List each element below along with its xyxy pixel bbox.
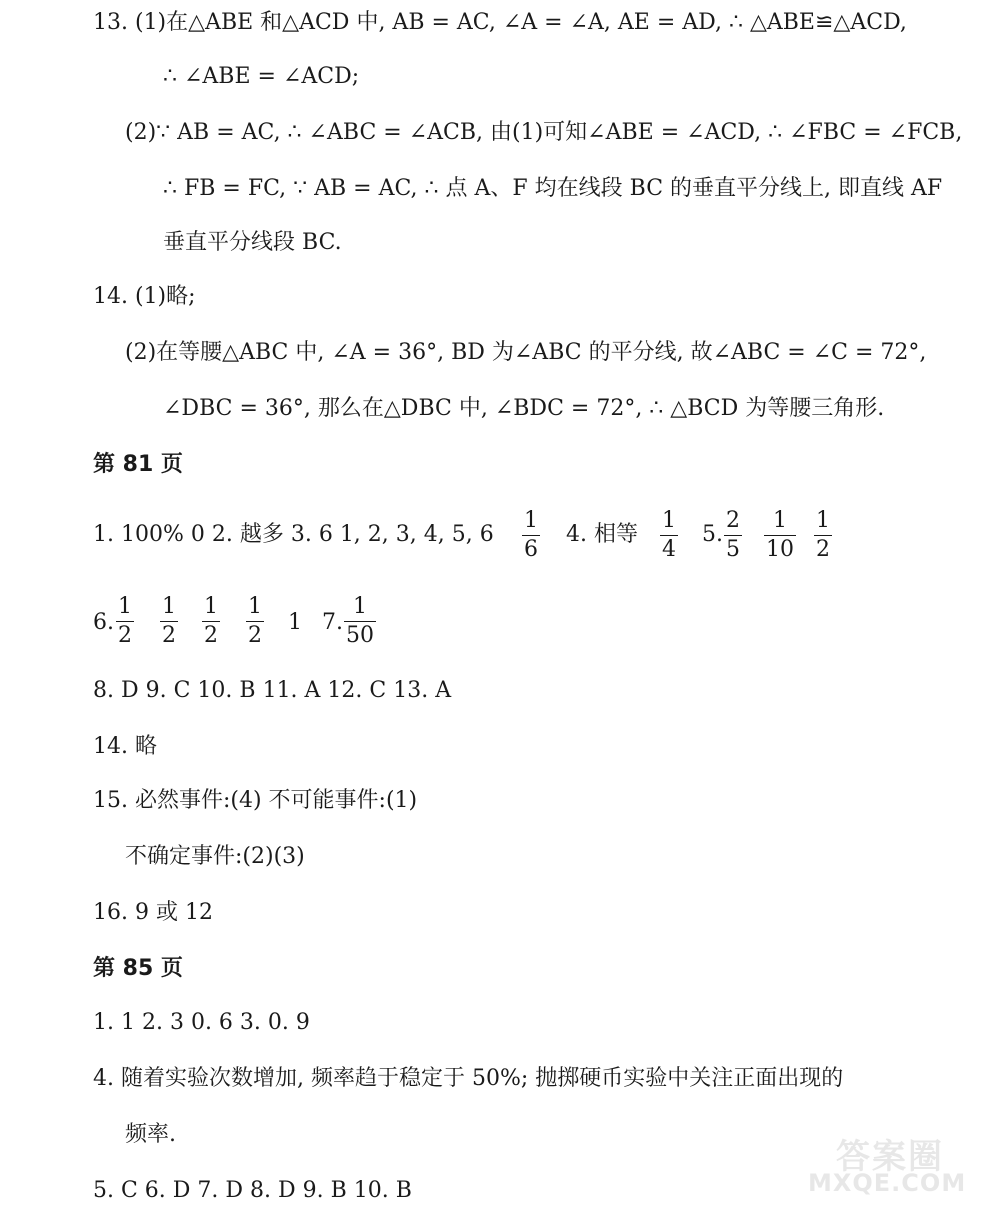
q13-line-1: 13. (1)在△ABE 和△ACD 中, AB = AC, ∠A = ∠A, AE = AD, ∴ △ABE≌△ACD,: [93, 10, 907, 35]
p81-row1-text: 1. 100% 0 2. 越多 3. 6 1, 2, 3, 4, 5, 6: [93, 522, 494, 547]
fraction-numerator: 1: [662, 508, 676, 533]
p81-row5: 15. 必然事件:(4) 不可能事件:(1): [93, 788, 418, 813]
p81-row3: 8. D 9. C 10. B 11. A 12. C 13. A: [93, 678, 452, 703]
p81-row2-q7: 7.: [322, 610, 343, 635]
p81-row2-fraction-4: [246, 594, 264, 649]
fraction-bar: [814, 535, 832, 536]
p81-row2-fraction-2: [160, 594, 178, 649]
q14-line-3: ∠DBC = 36°, 那么在△DBC 中, ∠BDC = 72°, ∴ △BCD 为等腰三角形.: [163, 396, 885, 421]
fraction-bar: [246, 621, 264, 622]
fraction-numerator: 1: [118, 594, 132, 619]
fraction-bar: [344, 621, 376, 622]
fraction-denominator: 2: [118, 623, 132, 648]
p81-row2-q6: 6.: [93, 610, 114, 635]
p81-row1-fraction-2: [660, 508, 678, 563]
fraction-numerator: 1: [816, 508, 830, 533]
fraction-denominator: 50: [346, 623, 374, 648]
q14-line-1: 14. (1)略;: [93, 284, 196, 309]
page-81-heading: 第 81 页: [93, 452, 183, 477]
q13-line-4: ∴ FB = FC, ∵ AB = AC, ∴ 点 A、F 均在线段 BC 的垂直平分线上, 即直线 AF: [163, 176, 943, 201]
fraction-bar: [116, 621, 134, 622]
fraction-bar: [160, 621, 178, 622]
q14-line-2: (2)在等腰△ABC 中, ∠A = 36°, BD 为∠ABC 的平分线, 故∠ABC = ∠C = 72°,: [125, 340, 927, 365]
p85-row4: 5. C 6. D 7. D 8. D 9. B 10. B: [93, 1178, 412, 1203]
fraction-denominator: 4: [662, 537, 676, 562]
watermark-url: MXQE.COM: [808, 1169, 967, 1197]
p81-row1-fraction-5: [814, 508, 832, 563]
p81-row6: 不确定事件:(2)(3): [125, 844, 305, 869]
q13-line-2: ∴ ∠ABE = ∠ACD;: [163, 64, 360, 89]
watermark-logo: [796, 1129, 986, 1199]
fraction-denominator: 2: [162, 623, 176, 648]
fraction-bar: [764, 535, 796, 536]
fraction-denominator: 6: [524, 537, 538, 562]
page-85-heading: 第 85 页: [93, 956, 183, 981]
fraction-numerator: 1: [162, 594, 176, 619]
p81-row1-fraction-4: [764, 508, 796, 563]
fraction-numerator: 1: [248, 594, 262, 619]
p81-row4: 14. 略: [93, 734, 157, 759]
p81-row2-fraction-3: [202, 594, 220, 649]
p85-row3: 频率.: [125, 1122, 176, 1147]
p81-row7: 16. 9 或 12: [93, 900, 213, 925]
p81-row1-fraction-3: [724, 508, 742, 563]
p81-row1-q4: 4. 相等: [566, 522, 638, 547]
p81-row2-fraction-5: [344, 594, 376, 649]
fraction-bar: [522, 535, 540, 536]
fraction-numerator: 1: [353, 594, 367, 619]
fraction-bar: [660, 535, 678, 536]
fraction-bar: [202, 621, 220, 622]
fraction-numerator: 1: [524, 508, 538, 533]
p85-row2: 4. 随着实验次数增加, 频率趋于稳定于 50%; 抛掷硬币实验中关注正面出现的: [93, 1066, 844, 1091]
fraction-bar: [724, 535, 742, 536]
p81-row2-value: 1: [288, 610, 302, 635]
p81-row2-fraction-1: [116, 594, 134, 649]
fraction-denominator: 2: [816, 537, 830, 562]
fraction-denominator: 5: [726, 537, 740, 562]
fraction-numerator: 1: [204, 594, 218, 619]
p81-row1-q5: 5.: [702, 522, 723, 547]
q13-line-5: 垂直平分线段 BC.: [163, 230, 342, 255]
fraction-numerator: 2: [726, 508, 740, 533]
fraction-denominator: 2: [248, 623, 262, 648]
fraction-denominator: 10: [766, 537, 794, 562]
fraction-denominator: 2: [204, 623, 218, 648]
q13-line-3: (2)∵ AB = AC, ∴ ∠ABC = ∠ACB, 由(1)可知∠ABE = ∠ACD, ∴ ∠FBC = ∠FCB,: [125, 120, 963, 145]
p85-row1: 1. 1 2. 3 0. 6 3. 0. 9: [93, 1010, 310, 1035]
watermark-title: 答案圈: [836, 1137, 944, 1177]
p81-row1-fraction-1: [522, 508, 540, 563]
fraction-numerator: 1: [773, 508, 787, 533]
